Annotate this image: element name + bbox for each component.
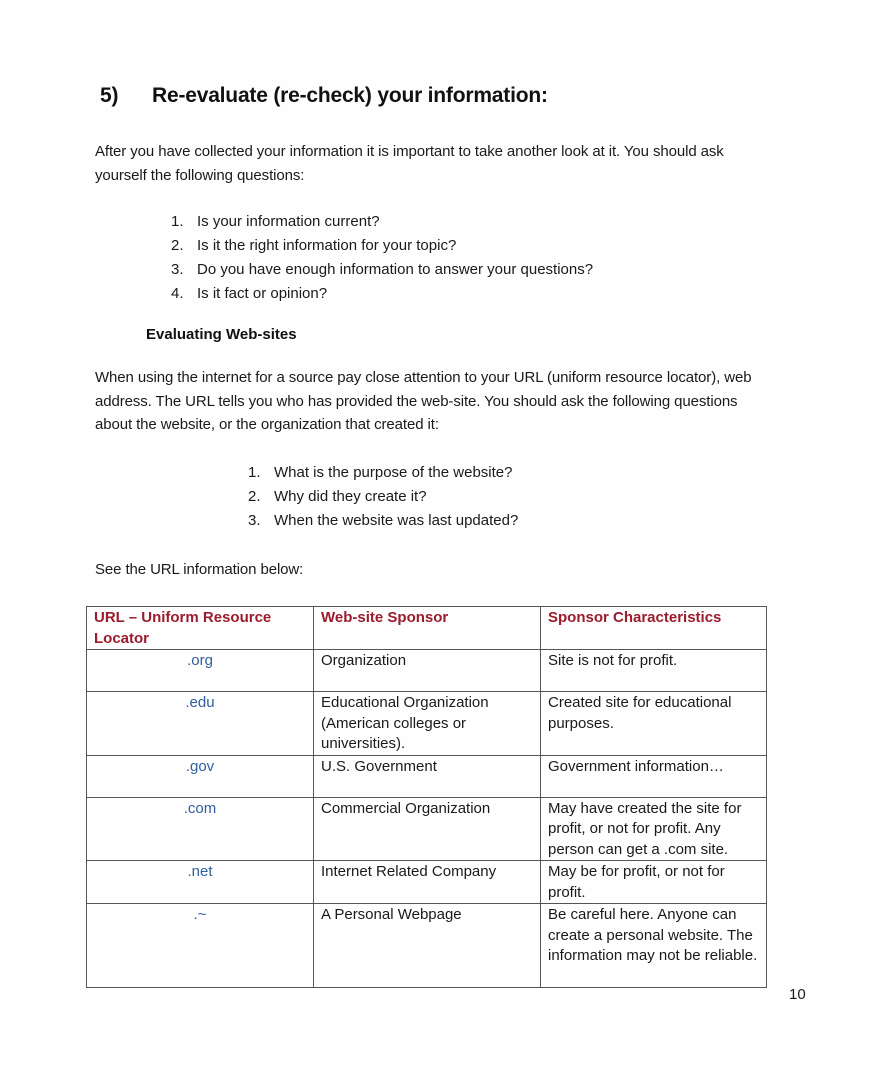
- list-item: [171, 258, 593, 282]
- domain-cell: .~: [87, 904, 314, 988]
- table-row: [87, 797, 767, 861]
- domain-cell: .com: [87, 797, 314, 861]
- list-item: [171, 210, 593, 234]
- list-number: 2.: [171, 237, 184, 254]
- page-number: 10: [789, 986, 806, 1003]
- table-row: [87, 904, 767, 988]
- sponsor-cell: A Personal Webpage: [314, 904, 541, 988]
- list-item: [248, 461, 518, 485]
- characteristics-cell: Site is not for profit.: [541, 650, 767, 692]
- section-heading: [100, 84, 548, 108]
- list-item: [248, 485, 518, 509]
- sponsor-cell: Internet Related Company: [314, 861, 541, 904]
- characteristics-cell: May be for profit, or not for profit.: [541, 861, 767, 904]
- see-below-text: See the URL information below:: [95, 561, 304, 578]
- list-item: [171, 282, 593, 306]
- list-text: When the website was last updated?: [274, 512, 519, 529]
- sponsor-cell: Organization: [314, 650, 541, 692]
- sponsor-cell: Commercial Organization: [314, 797, 541, 861]
- header-characteristics: Sponsor Characteristics: [541, 607, 767, 650]
- list-item: [248, 509, 518, 533]
- domain-cell: .gov: [87, 755, 314, 797]
- characteristics-cell: Be careful here. Anyone can create a personal website. The information may not be reliable.: [541, 904, 767, 988]
- sponsor-cell: Educational Organization (American colleges or universities).: [314, 692, 541, 756]
- section-number: 5): [100, 84, 119, 107]
- list-number: 1.: [171, 213, 184, 230]
- characteristics-cell: Government information…: [541, 755, 767, 797]
- subheading: Evaluating Web-sites: [146, 326, 297, 343]
- list-item: [171, 234, 593, 258]
- table-row: [87, 692, 767, 756]
- list-number: 2.: [248, 488, 261, 505]
- section-title: Re-evaluate (re-check) your information:: [152, 84, 548, 107]
- list-number: 1.: [248, 464, 261, 481]
- list-text: Do you have enough information to answer your questions?: [197, 261, 594, 278]
- list-number: 3.: [171, 261, 184, 278]
- table-row: [87, 861, 767, 904]
- list-text: Why did they create it?: [274, 488, 427, 505]
- domain-cell: .net: [87, 861, 314, 904]
- domain-cell: .edu: [87, 692, 314, 756]
- header-url: URL – Uniform Resource Locator: [87, 607, 314, 650]
- table-row: [87, 650, 767, 692]
- url-paragraph: When using the internet for a source pay close attention to your URL (uniform resource locator), web address. The URL tells you who has provided the web-site. You should ask the following questions about the website, or the organization that created it:: [95, 369, 752, 433]
- table-header-row: [87, 607, 767, 650]
- sponsor-cell: U.S. Government: [314, 755, 541, 797]
- list-text: Is it fact or opinion?: [197, 285, 328, 302]
- url-table: [86, 606, 767, 988]
- list-text: Is your information current?: [197, 213, 380, 230]
- list-text: What is the purpose of the website?: [274, 464, 513, 481]
- questions-list: [171, 210, 593, 306]
- website-questions-list: [248, 461, 518, 533]
- list-number: 4.: [171, 285, 184, 302]
- domain-cell: .org: [87, 650, 314, 692]
- list-number: 3.: [248, 512, 261, 529]
- characteristics-cell: Created site for educational purposes.: [541, 692, 767, 756]
- header-sponsor: Web-site Sponsor: [314, 607, 541, 650]
- characteristics-cell: May have created the site for profit, or not for profit. Any person can get a .com site.: [541, 797, 767, 861]
- table-row: [87, 755, 767, 797]
- list-text: Is it the right information for your topic?: [197, 237, 457, 254]
- intro-paragraph: After you have collected your information it is important to take another look at it. You should ask yourself the following questions:: [95, 143, 724, 184]
